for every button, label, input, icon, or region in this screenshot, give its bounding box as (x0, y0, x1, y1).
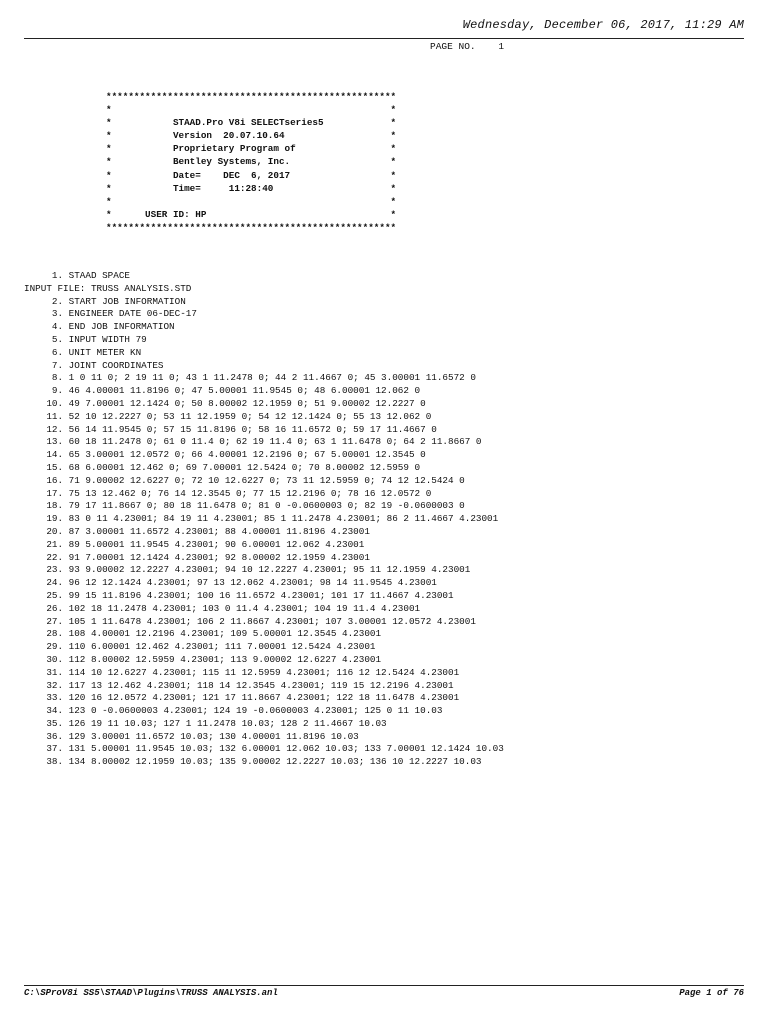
listing-line: 30. 112 8.00002 12.5959 4.23001; 113 9.00002 12.6227 4.23001 (24, 653, 382, 665)
banner-line: * Date= DEC 6, 2017 * (106, 169, 397, 181)
listing-line: 16. 71 9.00002 12.6227 0; 72 10 12.6227 0; 73 11 12.5959 0; 74 12 12.5424 0 (24, 474, 465, 486)
listing-line: 2. START JOB INFORMATION (24, 295, 186, 307)
page-number: PAGE NO. 1 (430, 41, 505, 52)
listing-line: 18. 79 17 11.8667 0; 80 18 11.6478 0; 81 0 -0.0600003 0; 82 19 -0.0600003 0 (24, 500, 465, 512)
listing-line: 36. 129 3.00001 11.6572 10.03; 130 4.00001 11.8196 10.03 (24, 730, 359, 742)
listing-line: 15. 68 6.00001 12.462 0; 69 7.00001 12.5424 0; 70 8.00002 12.5959 0 (24, 461, 421, 473)
listing-line: 11. 52 10 12.2227 0; 53 11 12.1959 0; 54 12 12.1424 0; 55 13 12.062 0 (24, 410, 432, 422)
listing-line: 8. 1 0 11 0; 2 19 11 0; 43 1 11.2478 0; 44 2 11.4667 0; 45 3.00001 11.6572 0 (24, 372, 476, 384)
listing-line: 31. 114 10 12.6227 4.23001; 115 11 12.5959 4.23001; 116 12 12.5424 4.23001 (24, 666, 460, 678)
listing-line: 20. 87 3.00001 11.6572 4.23001; 88 4.00001 11.8196 4.23001 (24, 525, 370, 537)
listing-line: 21. 89 5.00001 11.9545 4.23001; 90 6.00001 12.062 4.23001 (24, 538, 365, 550)
banner-line: **************************************************** (106, 91, 397, 102)
listing-line: 3. ENGINEER DATE 06-DEC-17 (24, 308, 197, 320)
listing-line: 32. 117 13 12.462 4.23001; 118 14 12.3545 4.23001; 119 15 12.2196 4.23001 (24, 679, 454, 691)
header-divider (24, 38, 744, 39)
program-banner (106, 90, 396, 234)
listing-line: 17. 75 13 12.462 0; 76 14 12.3545 0; 77 15 12.2196 0; 78 16 12.0572 0 (24, 487, 432, 499)
listing-line: 33. 120 16 12.0572 4.23001; 121 17 11.8667 4.23001; 122 18 11.6478 4.23001 (24, 692, 460, 704)
listing-line: 27. 105 1 11.6478 4.23001; 106 2 11.8667 4.23001; 107 3.00001 12.0572 4.23001 (24, 615, 476, 627)
listing-line: 38. 134 8.00002 12.1959 10.03; 135 9.00002 12.2227 10.03; 136 10 12.2227 10.03 (24, 756, 482, 768)
listing-line: 1. STAAD SPACE (24, 270, 131, 281)
footer-file-path: C:\SProV8i SS5\STAAD\Plugins\TRUSS ANALYSIS.anl (24, 988, 278, 998)
listing-line: 10. 49 7.00001 12.1424 0; 50 8.00002 12.1959 0; 51 9.00002 12.2227 0 (24, 397, 426, 409)
header-date-time: Wednesday, December 06, 2017, 11:29 AM (462, 18, 744, 32)
banner-line: * Time= 11:28:40 * (106, 182, 397, 194)
banner-line: * Bentley Systems, Inc. * (106, 156, 397, 168)
listing-line: 13. 60 18 11.2478 0; 61 0 11.4 0; 62 19 11.4 0; 63 1 11.6478 0; 64 2 11.8667 0 (24, 436, 482, 448)
listing-line: 12. 56 14 11.9545 0; 57 15 11.8196 0; 58 16 11.6572 0; 59 17 11.4667 0 (24, 423, 437, 435)
footer-divider (24, 985, 744, 986)
banner-line: **************************************************** (106, 221, 397, 233)
listing-line: 19. 83 0 11 4.23001; 84 19 11 4.23001; 85 1 11.2478 4.23001; 86 2 11.4667 4.23001 (24, 513, 499, 525)
listing-line: 26. 102 18 11.2478 4.23001; 103 0 11.4 4.23001; 104 19 11.4 4.23001 (24, 602, 421, 614)
banner-line: * Version 20.07.10.64 * (106, 130, 397, 142)
listing-line: 37. 131 5.00001 11.9545 10.03; 132 6.00001 12.062 10.03; 133 7.00001 12.1424 10.03 (24, 743, 504, 755)
listing-line: 14. 65 3.00001 12.0572 0; 66 4.00001 12.2196 0; 67 5.00001 12.3545 0 (24, 449, 426, 461)
banner-line: * * (106, 104, 397, 116)
listing-line: 4. END JOB INFORMATION (24, 321, 175, 333)
banner-line: * STAAD.Pro V8i SELECTseries5 * (106, 117, 397, 129)
footer-page-count: Page 1 of 76 (679, 988, 744, 998)
listing-line: 34. 123 0 -0.0600003 4.23001; 124 19 -0.0600003 4.23001; 125 0 11 10.03 (24, 705, 443, 717)
listing-line: 35. 126 19 11 10.03; 127 1 11.2478 10.03; 128 2 11.4667 10.03 (24, 717, 387, 729)
listing-line: 9. 46 4.00001 11.8196 0; 47 5.00001 11.9545 0; 48 6.00001 12.062 0 (24, 385, 421, 397)
banner-line: * Proprietary Program of * (106, 143, 397, 155)
input-listing (24, 270, 504, 769)
listing-line: 6. UNIT METER KN (24, 346, 142, 358)
listing-line: 24. 96 12 12.1424 4.23001; 97 13 12.062 4.23001; 98 14 11.9545 4.23001 (24, 577, 437, 589)
listing-line: 29. 110 6.00001 12.462 4.23001; 111 7.00001 12.5424 4.23001 (24, 641, 376, 653)
listing-line: 25. 99 15 11.8196 4.23001; 100 16 11.6572 4.23001; 101 17 11.4667 4.23001 (24, 589, 454, 601)
listing-line: 5. INPUT WIDTH 79 (24, 333, 147, 345)
listing-line: INPUT FILE: TRUSS ANALYSIS.STD (24, 282, 192, 294)
banner-line: * * (106, 195, 397, 207)
listing-line: 22. 91 7.00001 12.1424 4.23001; 92 8.00002 12.1959 4.23001 (24, 551, 370, 563)
banner-line: * USER ID: HP * (106, 208, 397, 220)
listing-line: 23. 93 9.00002 12.2227 4.23001; 94 10 12.2227 4.23001; 95 11 12.1959 4.23001 (24, 564, 471, 576)
listing-line: 7. JOINT COORDINATES (24, 359, 164, 371)
listing-line: 28. 108 4.00001 12.2196 4.23001; 109 5.00001 12.3545 4.23001 (24, 628, 382, 640)
